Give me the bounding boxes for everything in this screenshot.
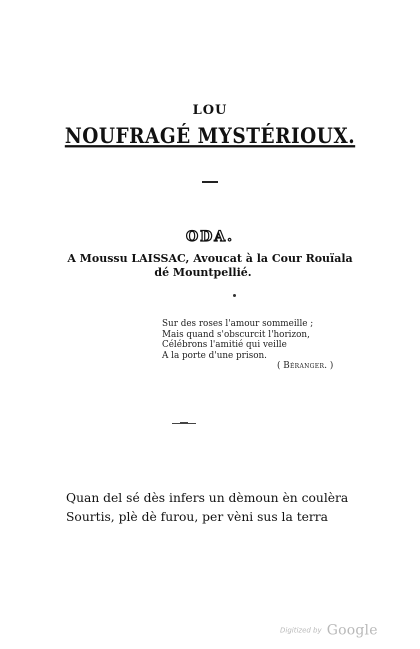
epigraph-line: Célébrons l'amitié qui veille: [162, 340, 287, 351]
verse: [66, 489, 348, 527]
ink-speck: [233, 294, 236, 297]
ornament-bar-right: [188, 423, 196, 424]
epigraph-line: Sur des roses l'amour sommeille ;: [162, 319, 314, 329]
epigraph-line: A la porte d'une prison.: [162, 350, 267, 361]
watermark-prefix: Digitized by: [280, 626, 322, 635]
epigraph-line: Mais quand s'obscurcit l'horizon,: [162, 329, 310, 340]
ornament-bar-center: [180, 422, 188, 424]
attribution-open: (: [277, 361, 284, 372]
title-line-2: [0, 124, 420, 148]
epigraph: [162, 319, 333, 372]
ornament-bar-left: [172, 423, 180, 424]
google-logo: Google: [326, 622, 378, 639]
dedication: [0, 252, 420, 280]
verse-line: Quan del sé dès infers un dèmoun èn coulèra: [66, 491, 349, 505]
section-heading: ODA.: [185, 229, 235, 245]
title-line-2-text: NOUFRAGÉ MYSTÉRIOUX.: [64, 124, 356, 149]
verse-line: Sourtis, plè dè furou, per vèni sus la terra: [66, 510, 329, 524]
dedication-line-1: A Moussu LAISSAC, Avoucat à la Cour Rouïala: [67, 252, 353, 265]
attribution-close: . ): [324, 361, 334, 372]
digitized-watermark: [280, 620, 378, 639]
attribution-author: Béranger: [283, 361, 325, 372]
dedication-line-2: dé Mountpellié.: [154, 266, 252, 279]
epigraph-attribution: [277, 361, 333, 372]
title-line-1: LOU: [192, 103, 228, 118]
title-divider: [202, 181, 218, 183]
ornamental-divider: [172, 422, 196, 426]
